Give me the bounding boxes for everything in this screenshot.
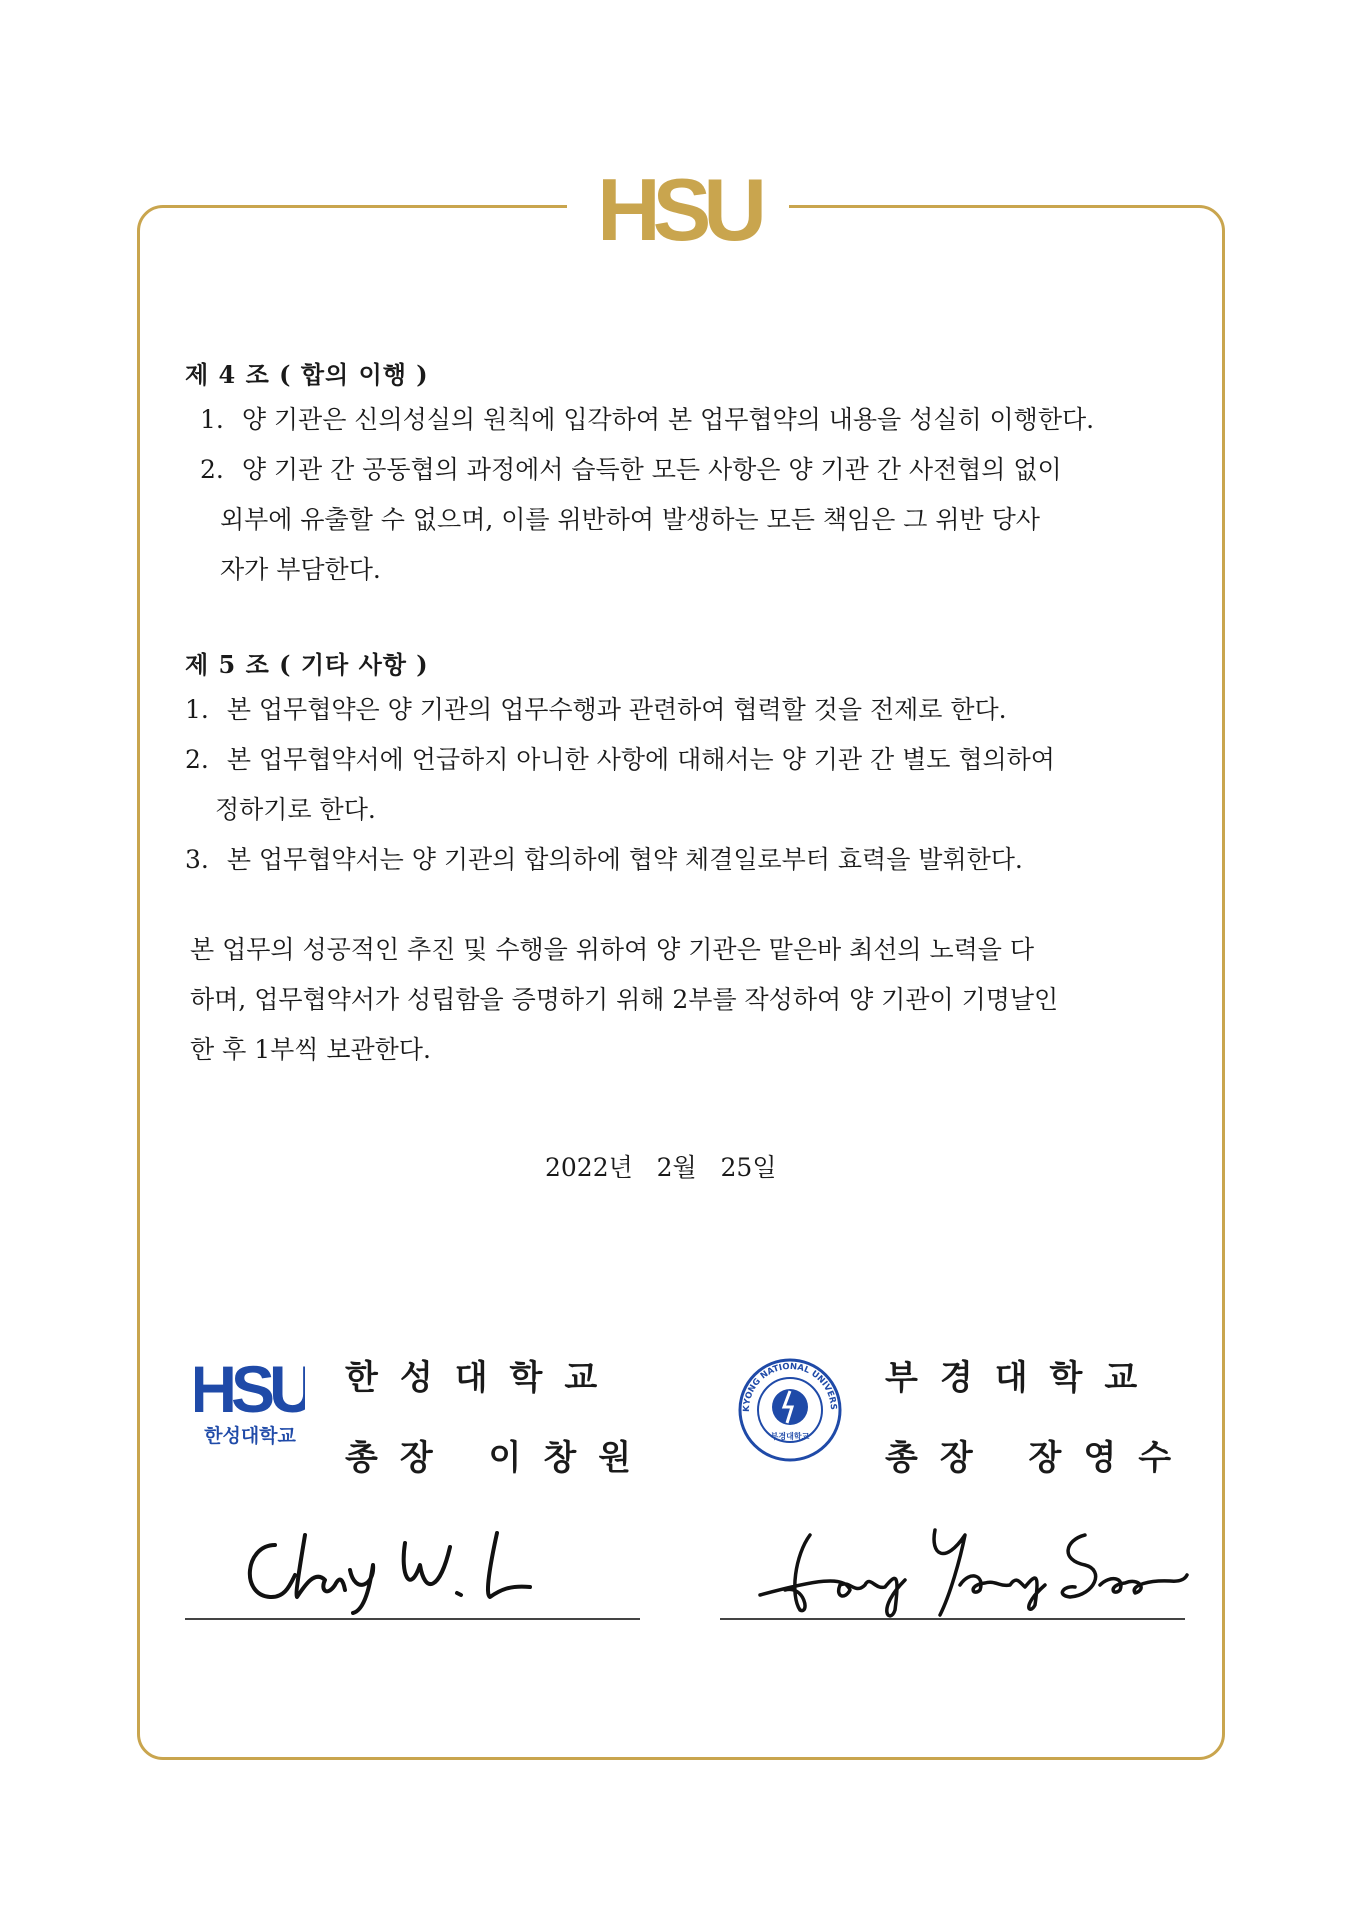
left-signatory-logo <box>195 1350 305 1454</box>
item-text: 본 업무협약은 양 기관의 업무수행과 관련하여 협력할 것을 전제로 한다. <box>226 695 1007 724</box>
article-5-item-1 <box>185 685 1007 735</box>
closing-line-3: 한 후 1부씩 보관한다. <box>190 1035 431 1064</box>
date-month: 2월 <box>656 1153 697 1182</box>
date-year: 2022년 <box>545 1153 633 1182</box>
item-number: 1. <box>185 695 209 724</box>
left-university-name: 한성대학교 <box>345 1358 620 1398</box>
right-president-name: 총장 장영수 <box>885 1438 1194 1478</box>
svg-text:부경대학교: 부경대학교 <box>770 1432 810 1441</box>
signature-icon <box>755 1515 1195 1625</box>
article-5-item-2 <box>185 735 1055 785</box>
item-number: 3. <box>185 845 209 874</box>
item-number: 1. <box>200 405 224 434</box>
right-signatory-seal <box>735 1355 845 1469</box>
svg-text:한성대학교: 한성대학교 <box>204 1425 296 1447</box>
hsu-logo-icon <box>593 170 763 250</box>
item-number: 2. <box>200 455 224 484</box>
left-signature <box>235 1525 555 1619</box>
right-signature-line <box>720 1618 1185 1620</box>
left-signature-line <box>185 1618 640 1620</box>
hsu-blue-logo-icon <box>195 1350 305 1450</box>
item-text: 양 기관 간 공동협의 과정에서 습득한 모든 사항은 양 기관 간 사전협의 없이 <box>241 455 1062 484</box>
right-signature <box>755 1515 1195 1629</box>
article-4-item-1 <box>200 395 1094 445</box>
hsu-header-logo <box>567 168 789 252</box>
closing-line-2: 하며, 업무협약서가 성립함을 증명하기 위해 2부를 작성하여 양 기관이 기명날인 <box>190 985 1059 1014</box>
article-5-title: 제 5 조 ( 기타 사항 ) <box>185 650 429 679</box>
article-4-item-2-line-3: 자가 부담한다. <box>220 555 381 584</box>
article-4-item-2 <box>200 445 1062 495</box>
svg-text:PUKYONG NATIONAL UNIVERSITY: KYONG NATIONAL UNIVERS <box>741 1361 839 1413</box>
item-number: 2. <box>185 745 209 774</box>
right-university-name: 부경대학교 <box>885 1358 1160 1398</box>
svg-text:HSU: HSU <box>597 170 759 250</box>
article-4-title: 제 4 조 ( 합의 이행 ) <box>185 360 429 389</box>
signature-icon <box>235 1525 555 1615</box>
article-4-item-2-line-2: 외부에 유출할 수 없으며, 이를 위반하여 발생하는 모든 책임은 그 위반 당사 <box>220 505 1040 534</box>
article-5-item-3 <box>185 835 1023 885</box>
closing-line-1: 본 업무의 성공적인 추진 및 수행을 위하여 양 기관은 맡은바 최선의 노력을 다 <box>190 935 1035 964</box>
date-day: 25일 <box>720 1153 777 1182</box>
left-president-name: 총장 이창원 <box>345 1438 654 1478</box>
svg-text:HSU: HSU <box>195 1352 305 1426</box>
pukyong-seal-icon <box>735 1355 845 1465</box>
item-text: 본 업무협약서에 언급하지 아니한 사항에 대해서는 양 기관 간 별도 협의하여 <box>226 745 1055 774</box>
item-text: 본 업무협약서는 양 기관의 합의하에 협약 체결일로부터 효력을 발휘한다. <box>226 845 1023 874</box>
agreement-date <box>545 1148 777 1184</box>
item-text: 양 기관은 신의성실의 원칙에 입각하여 본 업무협약의 내용을 성실히 이행한다. <box>241 405 1095 434</box>
article-5-item-2-line-2: 정하기로 한다. <box>215 795 376 824</box>
